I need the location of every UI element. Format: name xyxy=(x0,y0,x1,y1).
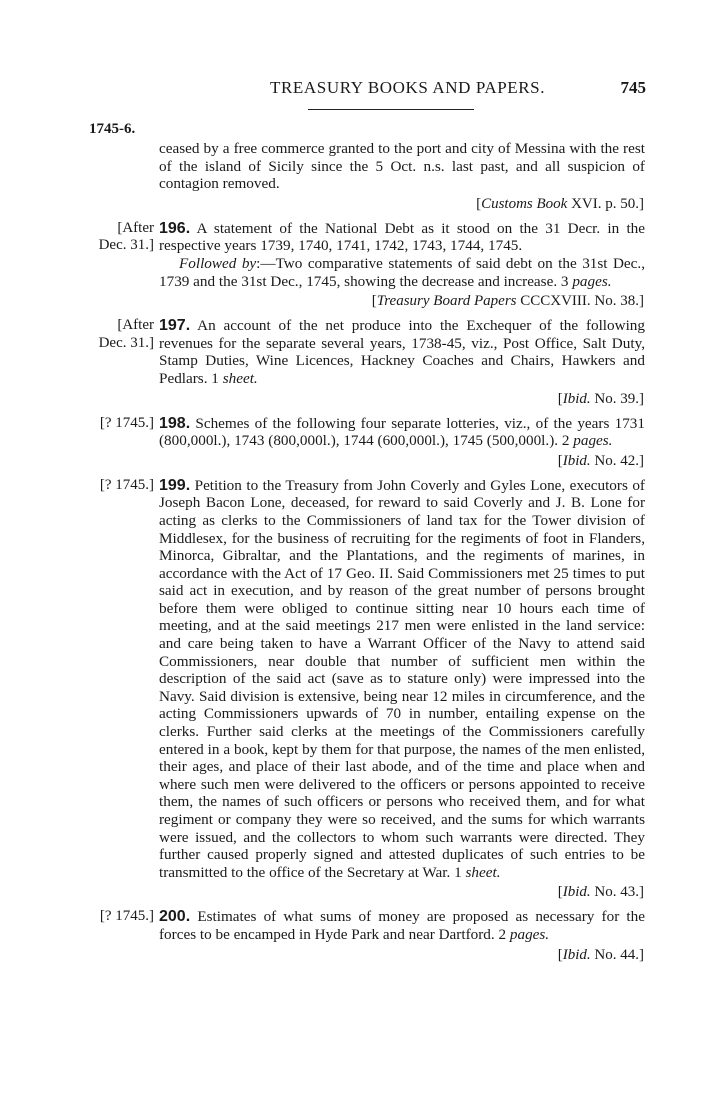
margin-date: [After Dec. 31.] xyxy=(98,317,154,351)
entry-text: 198. Schemes of the following four separate lotteries, viz., of the years 1731 (800,000l.), 1743 (800,000l.), 1744 (600,000l.), 1745 (500,000l.). 2 pages. xyxy=(159,414,645,450)
entry-text: 196. A statement of the National Debt as it stood on the 31 Decr. in the respective years 1739, 1740, 1741, 1742, 1743, 1744, 1745. Followed by:—Two comparative statements of said debt on the 31st Dec., 1739 and the 31st Dec., 1745, showing the decrease and increase. 3 pages. xyxy=(159,219,646,290)
entry-198 xyxy=(88,415,648,470)
entry-number: 200. xyxy=(159,908,191,926)
entry-reference: [Ibid. No. 42.] xyxy=(557,452,644,469)
entry-199 xyxy=(88,477,648,902)
page-header xyxy=(0,78,722,100)
entry-text: 199. Petition to the Treasury from John Coverly and Gyles Lone, executors of Joseph Bacon Lone, deceased, for reward to said Coverly and J. B. Lone for acting as clerks to the Commissioners of land tax for the Tower division of Middlesex, for the business of recruiting for the regiments of foot in Flanders, Minorca, Gibraltar, and the Plantations, and the regiments of marines, in accordance with the Act of 17 Geo. II. Said Commissioners met 25 times to put said act in execution, and by reason of the great number of persons brought before them were obliged to continue sitting near 10 hours each time of meeting, and at the said meetings 217 men were enlisted in the land service: and care being taken to have a Warrant Officer of the Navy to attend said Commissioners, near double that number of sufficient men within the description of the said act (save as to stature only) were impressed into the Navy. Said division is extensive, being near 12 miles in circumference, and the acting Commissioners upwards of 70 in number, entailing expense on the clerks. Further said clerks at the meetings of the Commissioners carefully entered in a book, kept by them for that purpose, the names of the men enlisted, their ages, and place of their last abode, and of the time and place when and where such men were delivered to the officers or persons appointed to receive them, the names of such officers or persons who received them, and for what regiment or company they were so received, and the sums for which warrants were issued, and the collectors to whom such warrants were directed. They further caused properly signed and attested duplicates of such entries to be transmitted to the office of the Secretary at War. 1 sheet. xyxy=(159,476,645,881)
year-heading: 1745-6. xyxy=(89,121,136,137)
entry-reference: [Treasury Board Papers CCCXVIII. No. 38.] xyxy=(371,293,644,310)
header-rule xyxy=(308,109,474,110)
entry-text: 200. Estimates of what sums of money are proposed as necessary for the forces to be encamped in Hyde Park and near Dartford. 2 pages. xyxy=(159,908,645,943)
margin-date: [? 1745.] xyxy=(99,908,154,925)
page-number: 745 xyxy=(620,78,646,97)
entry-reference: [Ibid. No. 43.] xyxy=(557,884,644,901)
entry-number: 197. xyxy=(159,317,191,335)
entry-196 xyxy=(88,220,648,310)
entry-followed-by: Followed by:—Two comparative statements of said debt on the 31st Dec., 1739 and the 31st Dec., 1745, showing the decrease and increase. 3 pages. xyxy=(159,254,646,290)
margin-date: [? 1745.] xyxy=(99,476,154,493)
entry-number: 198. xyxy=(159,414,191,432)
margin-date: [After Dec. 31.] xyxy=(98,219,154,254)
continuation-text: ceased by a free commerce granted to the port and city of Messina with the rest of the island of Sicily since the 5 Oct. n.s. last past, and all suspicion of contagion removed. xyxy=(159,140,645,193)
entry-number: 199. xyxy=(159,476,191,494)
entry-reference: [Customs Book XVI. p. 50.] xyxy=(476,195,644,212)
entry-197 xyxy=(88,317,648,407)
calendar-entries xyxy=(88,140,648,966)
running-title: TREASURY BOOKS AND PAPERS. xyxy=(270,78,546,97)
entry-reference: [Ibid. No. 39.] xyxy=(557,390,644,407)
entry-reference: [Ibid. No. 44.] xyxy=(557,946,644,963)
entry-number: 196. xyxy=(159,219,191,237)
margin-date: [? 1745.] xyxy=(99,414,154,431)
continuation-entry xyxy=(88,140,648,213)
entry-200 xyxy=(88,908,648,963)
entry-text: 197. An account of the net produce into the Exchequer of the following revenues for the separate several years, 1738-45, viz., Post Office, Salt Duty, Stamp Duties, Wine Licences, Hackney Coaches and Chairs, Hawkers and Pedlars. 1 sheet. xyxy=(159,317,645,387)
